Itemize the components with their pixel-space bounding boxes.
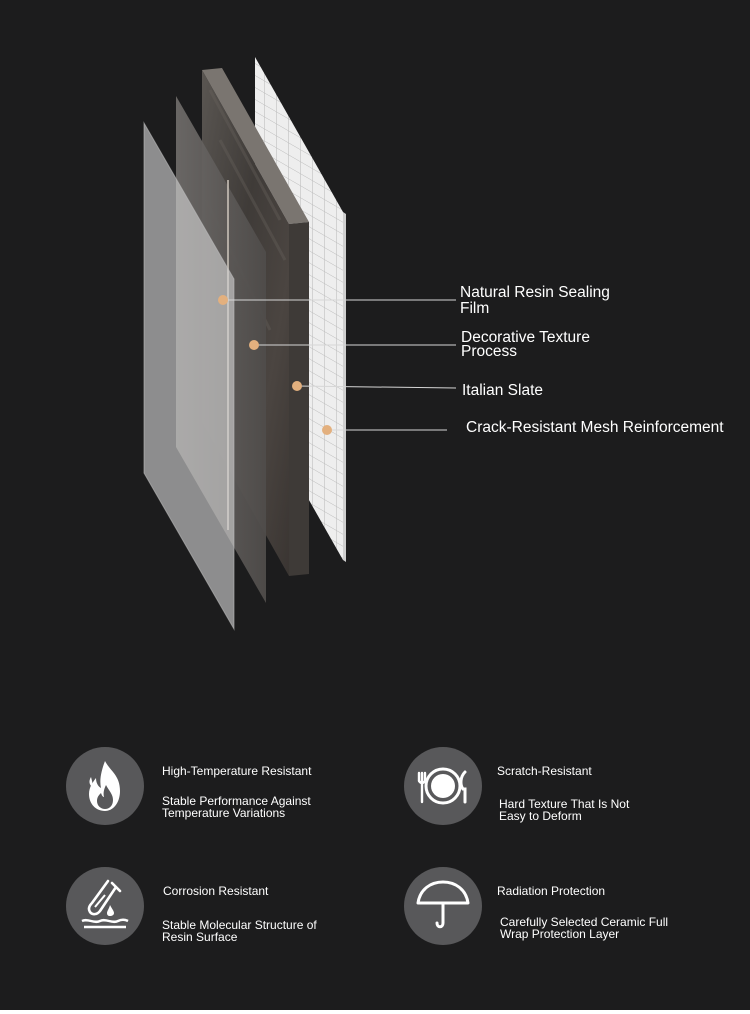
- feature-description: [499, 798, 629, 822]
- feature-description: [162, 795, 311, 819]
- feature-desc-line: Resin Surface: [162, 930, 238, 944]
- callout-line: Crack-Resistant Mesh Reinforcement: [466, 419, 724, 436]
- marker-resin: [218, 295, 228, 305]
- feature-icon-circle: [404, 867, 482, 945]
- feature-desc-line: Wrap Protection Layer: [500, 927, 620, 941]
- feature-title: Scratch-Resistant: [497, 764, 592, 778]
- feature-desc-line: Easy to Deform: [499, 809, 582, 823]
- feature-desc-line: Stable Molecular Structure of: [162, 918, 317, 932]
- callout-mesh: [466, 421, 724, 435]
- callout-line: Decorative Texture: [461, 329, 590, 346]
- flame-icon: [66, 747, 144, 825]
- test-tube-icon: [66, 867, 144, 945]
- feature-icon-circle: [404, 747, 482, 825]
- marker-decorative: [249, 340, 259, 350]
- plate-cutlery-icon: [404, 747, 482, 825]
- feature-description: [500, 916, 668, 940]
- marker-slate: [292, 381, 302, 391]
- callout-line: Film: [460, 300, 490, 317]
- feature-desc-line: Stable Performance Against: [162, 794, 311, 808]
- feature-desc-line: Hard Texture That Is Not: [499, 797, 630, 811]
- callout-decorative: [461, 331, 590, 359]
- marker-mesh: [322, 425, 332, 435]
- callout-slate: [462, 384, 543, 398]
- feature-desc-line: Temperature Variations: [162, 806, 286, 820]
- callout-resin-film: [460, 286, 610, 316]
- feature-desc-line: Carefully Selected Ceramic Full: [500, 915, 669, 929]
- callout-line: Natural Resin Sealing: [460, 284, 610, 301]
- feature-title: High-Temperature Resistant: [162, 764, 312, 778]
- feature-icon-circle: [66, 867, 144, 945]
- callout-line: Process: [461, 343, 517, 360]
- umbrella-icon: [404, 867, 482, 945]
- feature-title: Corrosion Resistant: [163, 884, 269, 898]
- feature-description: [162, 919, 317, 943]
- callout-line: Italian Slate: [462, 382, 543, 399]
- feature-icon-circle: [66, 747, 144, 825]
- feature-title: Radiation Protection: [497, 884, 606, 898]
